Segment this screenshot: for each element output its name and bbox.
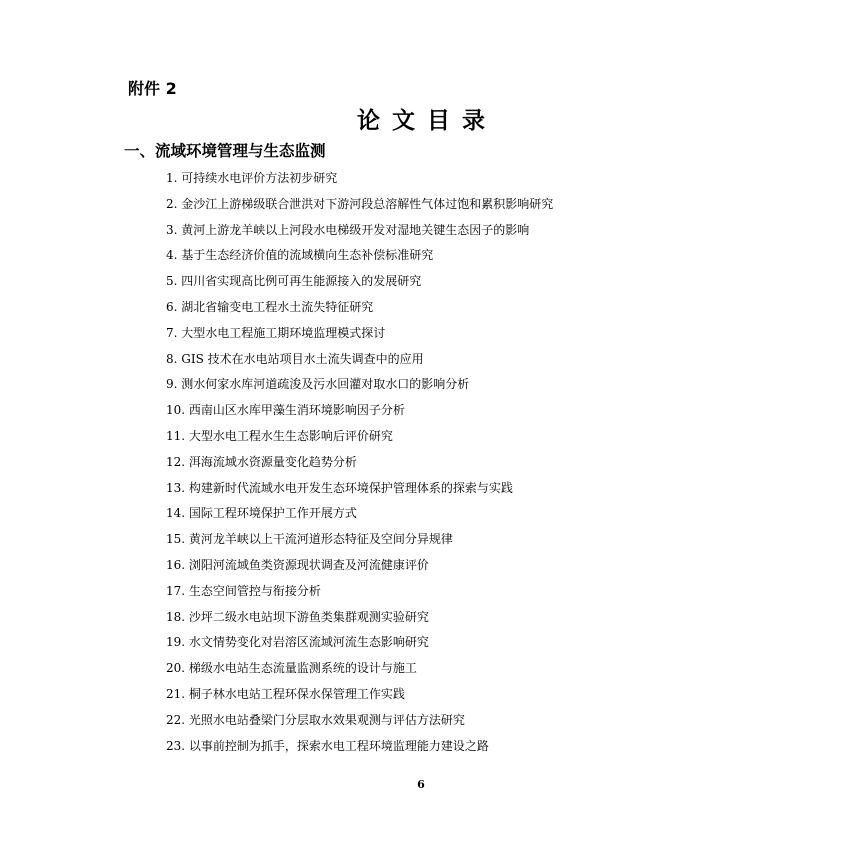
toc-item: 21. 桐子林水电站工程环保水保管理工作实践 [166, 686, 405, 701]
toc-item: 8. GIS 技术在水电站项目水土流失调查中的应用 [166, 351, 424, 366]
toc-item: 22. 光照水电站叠梁门分层取水效果观测与评估方法研究 [166, 712, 465, 727]
page-number: 6 [417, 778, 425, 791]
toc-item: 5. 四川省实现高比例可再生能源接入的发展研究 [166, 274, 422, 289]
toc-item: 13. 构建新时代流域水电开发生态环境保护管理体系的探索与实践 [166, 480, 513, 495]
toc-item: 3. 黄河上游龙羊峡以上河段水电梯级开发对湿地关键生态因子的影响 [166, 222, 530, 237]
toc-item: 14. 国际工程环境保护工作开展方式 [166, 506, 357, 521]
toc-item: 23. 以事前控制为抓手，探索水电工程环境监理能力建设之路 [166, 738, 489, 753]
toc-item: 9. 测水何家水库河道疏浚及污水回灌对取水口的影响分析 [166, 377, 470, 392]
toc-item: 15. 黄河龙羊峡以上干流河道形态特征及空间分异规律 [166, 532, 453, 547]
toc-item: 17. 生态空间管控与衔接分析 [166, 583, 321, 598]
toc-list [166, 170, 553, 763]
toc-item: 1. 可持续水电评价方法初步研究 [166, 171, 338, 185]
toc-item: 18. 沙坪二级水电站坝下游鱼类集群观测实验研究 [166, 609, 429, 624]
toc-item: 20. 梯级水电站生态流量监测系统的设计与施工 [166, 661, 417, 676]
toc-item: 16. 浏阳河流域鱼类资源现状调查及河流健康评价 [166, 557, 429, 572]
toc-item: 6. 湖北省输变电工程水土流失特征研究 [166, 299, 374, 314]
toc-item: 2. 金沙江上游梯级联合泄洪对下游河段总溶解性气体过饱和累积影响研究 [166, 196, 554, 211]
toc-item: 4. 基于生态经济价值的流域横向生态补偿标准研究 [166, 248, 434, 263]
toc-item: 19. 水文情势变化对岩溶区流域河流生态影响研究 [166, 635, 429, 650]
toc-item: 7. 大型水电工程施工期环境监理模式探讨 [166, 325, 386, 340]
toc-item: 12. 洱海流域水资源量变化趋势分析 [166, 454, 357, 469]
attachment-label: 附件 2 [128, 79, 177, 98]
toc-item: 10. 西南山区水库甲藻生消环境影响因子分析 [166, 403, 405, 418]
toc-item: 11. 大型水电工程水生生态影响后评价研究 [166, 428, 393, 443]
section-heading: 一、流域环境管理与生态监测 [124, 142, 326, 160]
page-title: 论文目录 [357, 108, 497, 134]
